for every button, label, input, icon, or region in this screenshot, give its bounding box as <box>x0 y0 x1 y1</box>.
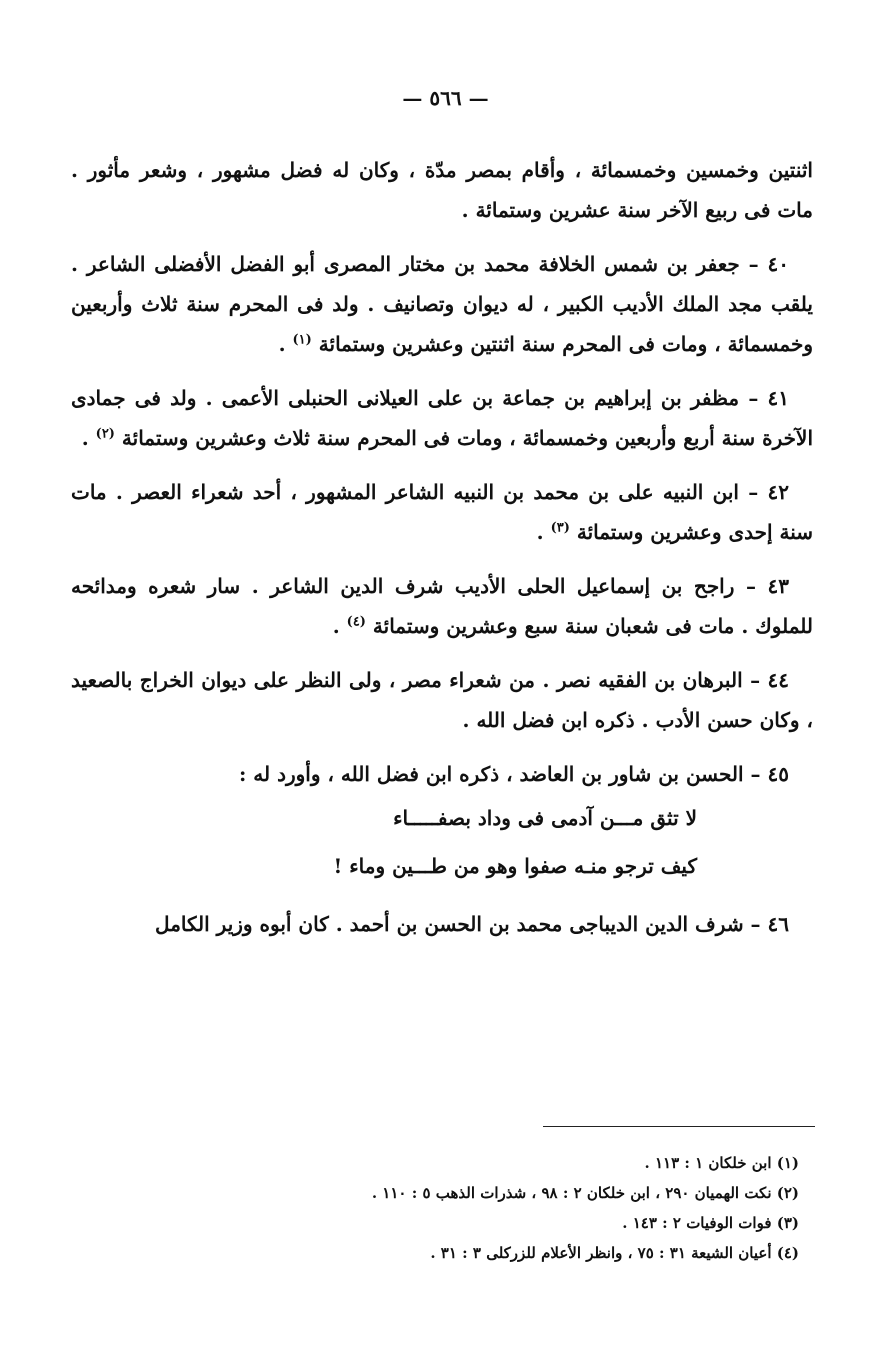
footnote-divider <box>543 1126 815 1127</box>
entry-44-text: ٤٤ – البرهان بن الفقيه نصر . من شعراء مصر ، ولى النظر على ديوان الخراج بالصعيد ، وكان حسن الأدب . ذكره ابن فضل الله . <box>71 668 813 732</box>
footnote-1: (١) ابن خلكان ١ : ١١٣ . <box>644 1154 799 1172</box>
poem-line: لا تثق مـــن آدمى فى وداد بصفـــــاء <box>393 806 697 830</box>
footnote-ref-2[interactable]: (٢) <box>95 426 115 442</box>
entry-44 <box>71 660 813 740</box>
footnote-ref-3[interactable]: (٣) <box>550 520 570 536</box>
entry-40: ٤٠ – جعفر بن شمس الخلافة محمد بن مختار المصرى أبو الفضل الأفضلى الشاعر . يلقب مجد الملك الأديب الكبير ، له ديوان وتصانيف . ولد فى المحرم سنة ثلاث وأربعين وخمسمائة ، ومات فى المحرم سنة اثنتين وعشرين وستمائة $^{(١)}$ . <box>71 252 813 356</box>
page-number: — ٥٦٦ — <box>402 86 489 110</box>
entry-46-text: ٤٦ – شرف الدين الديباجى محمد بن الحسن بن أحمد . كان أبوه وزير الكامل <box>155 912 789 936</box>
footnotes <box>69 1148 799 1268</box>
entry-41-text: ٤١ – مظفر بن إبراهيم بن جماعة بن على العيلانى الحنبلى الأعمى . ولد فى جمادى الآخرة سنة أربع وأربعين وخمسمائة ، ومات فى المحرم سنة ثلاث وعشرين وستمائة <box>71 386 813 450</box>
entry-43-text: ٤٣ – راجح بن إسماعيل الحلى الأديب شرف الدين الشاعر . سار شعره ومدائحه للملوك . مات فى شعبان سنة سبع وعشرين وستمائة <box>71 574 813 638</box>
entry-42-text: ٤٢ – ابن النبيه على بن محمد بن النبيه الشاعر المشهور ، أحد شعراء العصر . مات سنة إحدى وعشرين وستمائة <box>71 480 813 544</box>
entry-45-text: ٤٥ – الحسن بن شاور بن العاضد ، ذكره ابن فضل الله ، وأورد له : <box>238 762 789 786</box>
paragraph-text: اثنتين وخمسين وخمسمائة ، وأقام بمصر مدّة ، وكان له فضل مشهور ، وشعر مأثور . مات فى ربيع الآخر سنة عشرين وستمائة . <box>71 158 813 222</box>
main-text <box>71 150 813 944</box>
poem <box>71 794 813 890</box>
footnote-4: (٤) أعيان الشيعة ٣١ : ٧٥ ، وانظر الأعلام للزركلى ٣ : ٣١ . <box>430 1244 799 1262</box>
poem-line: كيف ترجو منـه صفوا وهو من طـــين وماء ! <box>333 854 697 878</box>
entry-41: ٤١ – مظفر بن إبراهيم بن جماعة بن على العيلانى الحنبلى الأعمى . ولد فى جمادى الآخرة سنة أربع وأربعين وخمسمائة ، ومات فى المحرم سنة ثلاث وعشرين وستمائة $^{(٢)}$ . <box>71 386 813 450</box>
footnote-ref-1[interactable]: (١) <box>292 332 312 348</box>
entry-42: ٤٢ – ابن النبيه على بن محمد بن النبيه الشاعر المشهور ، أحد شعراء العصر . مات سنة إحدى وعشرين وستمائة $^{(٣)}$ . <box>71 480 813 544</box>
entry-40-text: ٤٠ – جعفر بن شمس الخلافة محمد بن مختار المصرى أبو الفضل الأفضلى الشاعر . يلقب مجد الملك الأديب الكبير ، له ديوان وتصانيف . ولد فى المحرم سنة ثلاث وأربعين وخمسمائة ، ومات فى المحرم سنة اثنتين وعشرين وستمائة <box>71 252 813 356</box>
entry-43: ٤٣ – راجح بن إسماعيل الحلى الأديب شرف الدين الشاعر . سار شعره ومدائحه للملوك . مات فى شعبان سنة سبع وعشرين وستمائة $^{(٤)}$ . <box>71 574 813 638</box>
paragraph-continuation <box>71 150 813 230</box>
entry-46 <box>71 904 813 944</box>
entry-45 <box>71 754 813 794</box>
footnote-ref-4[interactable]: (٤) <box>346 614 366 630</box>
footnote-3: (٣) فوات الوفيات ٢ : ١٤٣ . <box>622 1214 799 1232</box>
footnote-2: (٢) نكت الهميان ٢٩٠ ، ابن خلكان ٢ : ٩٨ ، شذرات الذهب ٥ : ١١٠ . <box>371 1184 799 1202</box>
